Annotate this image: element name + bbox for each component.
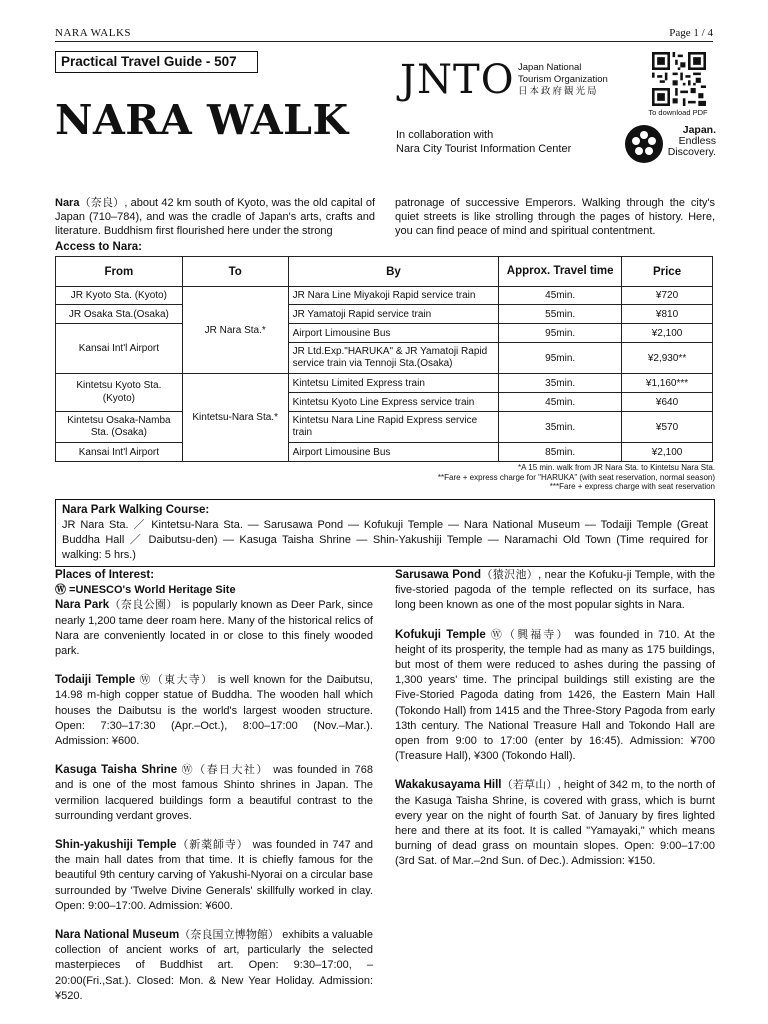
table-row xyxy=(56,443,713,462)
table-note: **Fare + express charge for "HARUKA" (with seat reservation, normal season) xyxy=(437,472,715,482)
access-heading: Access to Nara: xyxy=(55,241,142,253)
places-right-column xyxy=(395,568,715,884)
table-row xyxy=(56,412,713,443)
place-sarusawa xyxy=(395,568,715,614)
place-name-jp: （猿沢池） xyxy=(481,569,539,581)
col-header-by: By xyxy=(288,257,499,287)
cell-time: 35min. xyxy=(499,412,622,443)
place-name-jp: Ⓦ（春日大社） xyxy=(177,764,269,777)
cell-price: ¥640 xyxy=(622,393,713,412)
places-left-column xyxy=(55,568,373,1018)
place-name: Nara National Museum xyxy=(55,929,180,942)
cell-by: JR Ltd.Exp."HARUKA" & JR Yamatoji Rapid service train via Tennoji Sta.(Osaka) xyxy=(288,343,499,374)
cell-price: ¥2,100 xyxy=(622,443,713,462)
cell-from: JR Kyoto Sta. (Kyoto) xyxy=(56,287,183,305)
place-text: was founded in 747 and the main hall dates from that time. It is chiefly famous for the beautiful 9th century carving of Yakushi-Nyorai on a circular base surrounded by 'Twelve Divine Generals' skillfully worked in clay. Open: 9:00–17:00. Admission: ¥600. xyxy=(55,839,373,912)
place-name: Shin-yakushiji Temple xyxy=(55,839,177,852)
place-kofukuji xyxy=(395,628,715,765)
cell-from: Kansai Int'l Airport xyxy=(56,443,183,462)
place-name-jp: （若草山） xyxy=(501,779,558,792)
tagline-line: Japan. xyxy=(682,124,716,136)
place-nara-park xyxy=(55,598,373,659)
table-note: ***Fare + express charge with seat reservation xyxy=(549,482,715,491)
access-table xyxy=(55,256,713,462)
col-header-price: Price xyxy=(622,257,713,287)
place-name: Nara Park xyxy=(55,599,110,612)
cell-from: JR Osaka Sta.(Osaka) xyxy=(56,305,183,324)
table-notes xyxy=(420,463,715,492)
guide-label: Practical Travel Guide - 507 xyxy=(55,51,258,73)
cell-to: Kintetsu-Nara Sta.* xyxy=(182,374,288,462)
tagline-line: Endless xyxy=(678,135,716,147)
cell-by: Airport Limousine Bus xyxy=(288,443,499,462)
place-shin-yakushiji xyxy=(55,838,373,914)
jnto-name-line: 日本政府観光局 xyxy=(518,86,599,97)
table-header-row xyxy=(56,257,713,287)
cell-from: Kansai Int'l Airport xyxy=(56,324,183,374)
table-row xyxy=(56,324,713,343)
jnto-name-line: Japan National xyxy=(518,62,582,73)
cell-by: Kintetsu Kyoto Line Express service train xyxy=(288,393,499,412)
place-name-jp: （新薬師寺） xyxy=(176,839,249,852)
place-text: was founded in 768 and is one of the most famous Shinto shrines in Japan. The vermilion lacquered buildings form a beautiful contrast to the surrounding verdant groves. xyxy=(55,764,374,822)
page-number: Page 1 / 4 xyxy=(669,27,713,39)
cell-price: ¥2,930** xyxy=(622,343,713,374)
qr-caption: To download PDF xyxy=(648,108,708,117)
place-name-jp: Ⓦ（東大寺） xyxy=(135,674,214,687)
header-rule xyxy=(55,41,713,42)
walking-course-text: JR Nara Sta. ／ Kintetsu-Nara Sta. — Sarusawa Pond — Kofukuji Temple — Nara National Museum — Todaiji Temple (Great Buddha Hall ／ Daibutsu-den) — Kasuga Taisha Shrine — Shin-Yakushiji Temple — Naramachi Old Town (Time required for walking: 5 hrs.) xyxy=(62,519,708,561)
page-title: NARA WALK xyxy=(55,96,349,144)
jnto-name-line: Tourism Organization xyxy=(518,74,608,85)
place-name-jp: （奈良公園） xyxy=(109,599,178,612)
intro-left-text: , about 42 km south of Kyoto, was the old capital of Japan (710–784), and was the cradle of Japan's arts, crafts and literature. Buddhism first flourished here under the strong xyxy=(55,197,376,238)
cell-by: Airport Limousine Bus xyxy=(288,324,499,343)
cell-by: Kintetsu Nara Line Rapid Express service train xyxy=(288,412,499,443)
places-heading: Places of Interest: xyxy=(55,569,155,581)
place-name-jp: Ⓦ（興福寺） xyxy=(485,628,570,641)
place-name: Todaiji Temple xyxy=(55,674,136,687)
intro-left xyxy=(55,196,375,239)
cell-by: JR Nara Line Miyakoji Rapid service train xyxy=(288,287,499,305)
cell-price: ¥720 xyxy=(622,287,713,305)
walking-course-heading: Nara Park Walking Course: xyxy=(62,504,210,516)
jnto-logo: JNTO xyxy=(400,57,515,103)
cell-by: Kintetsu Limited Express train xyxy=(288,374,499,393)
cell-time: 35min. xyxy=(499,374,622,393)
intro-right: patronage of successive Emperors. Walking through the city's quiet streets is like strolling through the pages of history. Here, you can find peace of mind and spiritual contentment. xyxy=(395,197,715,238)
collaboration-note xyxy=(396,128,571,156)
collab-line: Nara City Tourist Information Center xyxy=(396,143,572,155)
cell-to: JR Nara Sta.* xyxy=(182,287,288,374)
running-header-title: NARA WALKS xyxy=(55,27,132,39)
unesco-legend: Ⓦ =UNESCO's World Heritage Site xyxy=(55,584,236,597)
walking-course-box xyxy=(55,499,715,567)
place-name: Kasuga Taisha Shrine xyxy=(55,764,178,777)
collab-line: In collaboration with xyxy=(396,129,494,141)
cell-price: ¥1,160*** xyxy=(622,374,713,393)
cell-time: 85min. xyxy=(499,443,622,462)
place-name: Wakakusayama Hill xyxy=(395,779,502,792)
intro-nara: Nara xyxy=(55,197,80,209)
place-text: was founded in 710. At the height of its prosperity, the temple had as many as 175 buildings, but most of them were reduced to ashes during the passing of 1,300 years' time. The principal buildings still existing are the Five-Storied Pagoda dating from 1426, the Eastern Main Hall (Tokondo Hall) from 1415 and the Three-Story Pagoda from early 13th century. The National Treasure Hall and Tokondo Hall are open from 9:00 to 17:00 (enter by 16:45). Admission: ¥700 (Treasure Hall), ¥300 (Tokondo Hall). xyxy=(395,628,715,763)
col-header-time: Approx. Travel time xyxy=(499,257,622,287)
cell-price: ¥2,100 xyxy=(622,324,713,343)
table-row xyxy=(56,305,713,324)
flower-icon xyxy=(624,124,664,164)
endless-discovery-tagline xyxy=(666,125,716,158)
place-museum xyxy=(55,928,373,1004)
jnto-name xyxy=(518,62,608,98)
cell-time: 45min. xyxy=(499,393,622,412)
tagline-line: Discovery. xyxy=(667,146,716,158)
table-row xyxy=(56,287,713,305)
cell-time: 95min. xyxy=(499,343,622,374)
place-text: , near the Kofuku-ji Temple, with the five-storied pagoda of the temple reflected on its surface, has long been known as one of the most popular sights in Nara. xyxy=(395,569,716,612)
cell-by: JR Yamatoji Rapid service train xyxy=(288,305,499,324)
cell-from: Kintetsu Osaka-Namba Sta. (Osaka) xyxy=(56,412,183,443)
place-text: , height of 342 m, to the north of the Kasuga Taisha Shrine, is covered with grass, which is burnt every year on the night of fourth Sat. of January by fires lighted here and there at its foot. It is called "Yamayaki," which means burning of dead grass on mountain slopes. Open: 9:00–17:00 (3rd Sat. of Mar.–2nd Sun. of Dec.). Admission: ¥150. xyxy=(395,779,716,868)
cell-from: Kintetsu Kyoto Sta. (Kyoto) xyxy=(56,374,183,412)
place-text: is popularly known as Deer Park, since nearly 1,200 tame deer roam here. Many of the historical relics of Nara are conveniently located in or close to this finely wooded park. xyxy=(55,599,373,658)
place-text: exhibits a valuable collection of ancient works of art, particularly the selected masterpieces of Buddhist art. Open: 9:30–17:00, –20:00(Fri.,Sat.). Closed: Mon. & New Year Holiday. Admission: ¥520. xyxy=(55,929,373,1002)
place-todaiji xyxy=(55,673,373,749)
place-name-jp: （奈良国立博物館） xyxy=(179,929,280,942)
cell-price: ¥810 xyxy=(622,305,713,324)
qr-code-icon[interactable] xyxy=(652,52,706,106)
cell-price: ¥570 xyxy=(622,412,713,443)
cell-time: 45min. xyxy=(499,287,622,305)
place-kasuga xyxy=(55,763,373,824)
table-row xyxy=(56,374,713,393)
cell-time: 55min. xyxy=(499,305,622,324)
place-name: Sarusawa Pond xyxy=(395,569,481,581)
intro-nara-jp: （奈良） xyxy=(79,197,125,209)
table-note: *A 15 min. walk from JR Nara Sta. to Kintetsu Nara Sta. xyxy=(518,463,715,472)
place-wakakusayama xyxy=(395,778,715,869)
place-text: is well known for the Daibutsu, 14.98 m-high copper statue of Buddha. The wooden hall which houses the Daibutsu is the world's largest wooden structure. Open: 7:30–17:30 (Apr.–Oct.), 8:00–17:00 (Nov.–Mar.). Admission: ¥600. xyxy=(55,674,373,748)
col-header-from: From xyxy=(56,257,183,287)
cell-time: 95min. xyxy=(499,324,622,343)
place-name: Kofukuji Temple xyxy=(395,628,486,641)
col-header-to: To xyxy=(182,257,288,287)
